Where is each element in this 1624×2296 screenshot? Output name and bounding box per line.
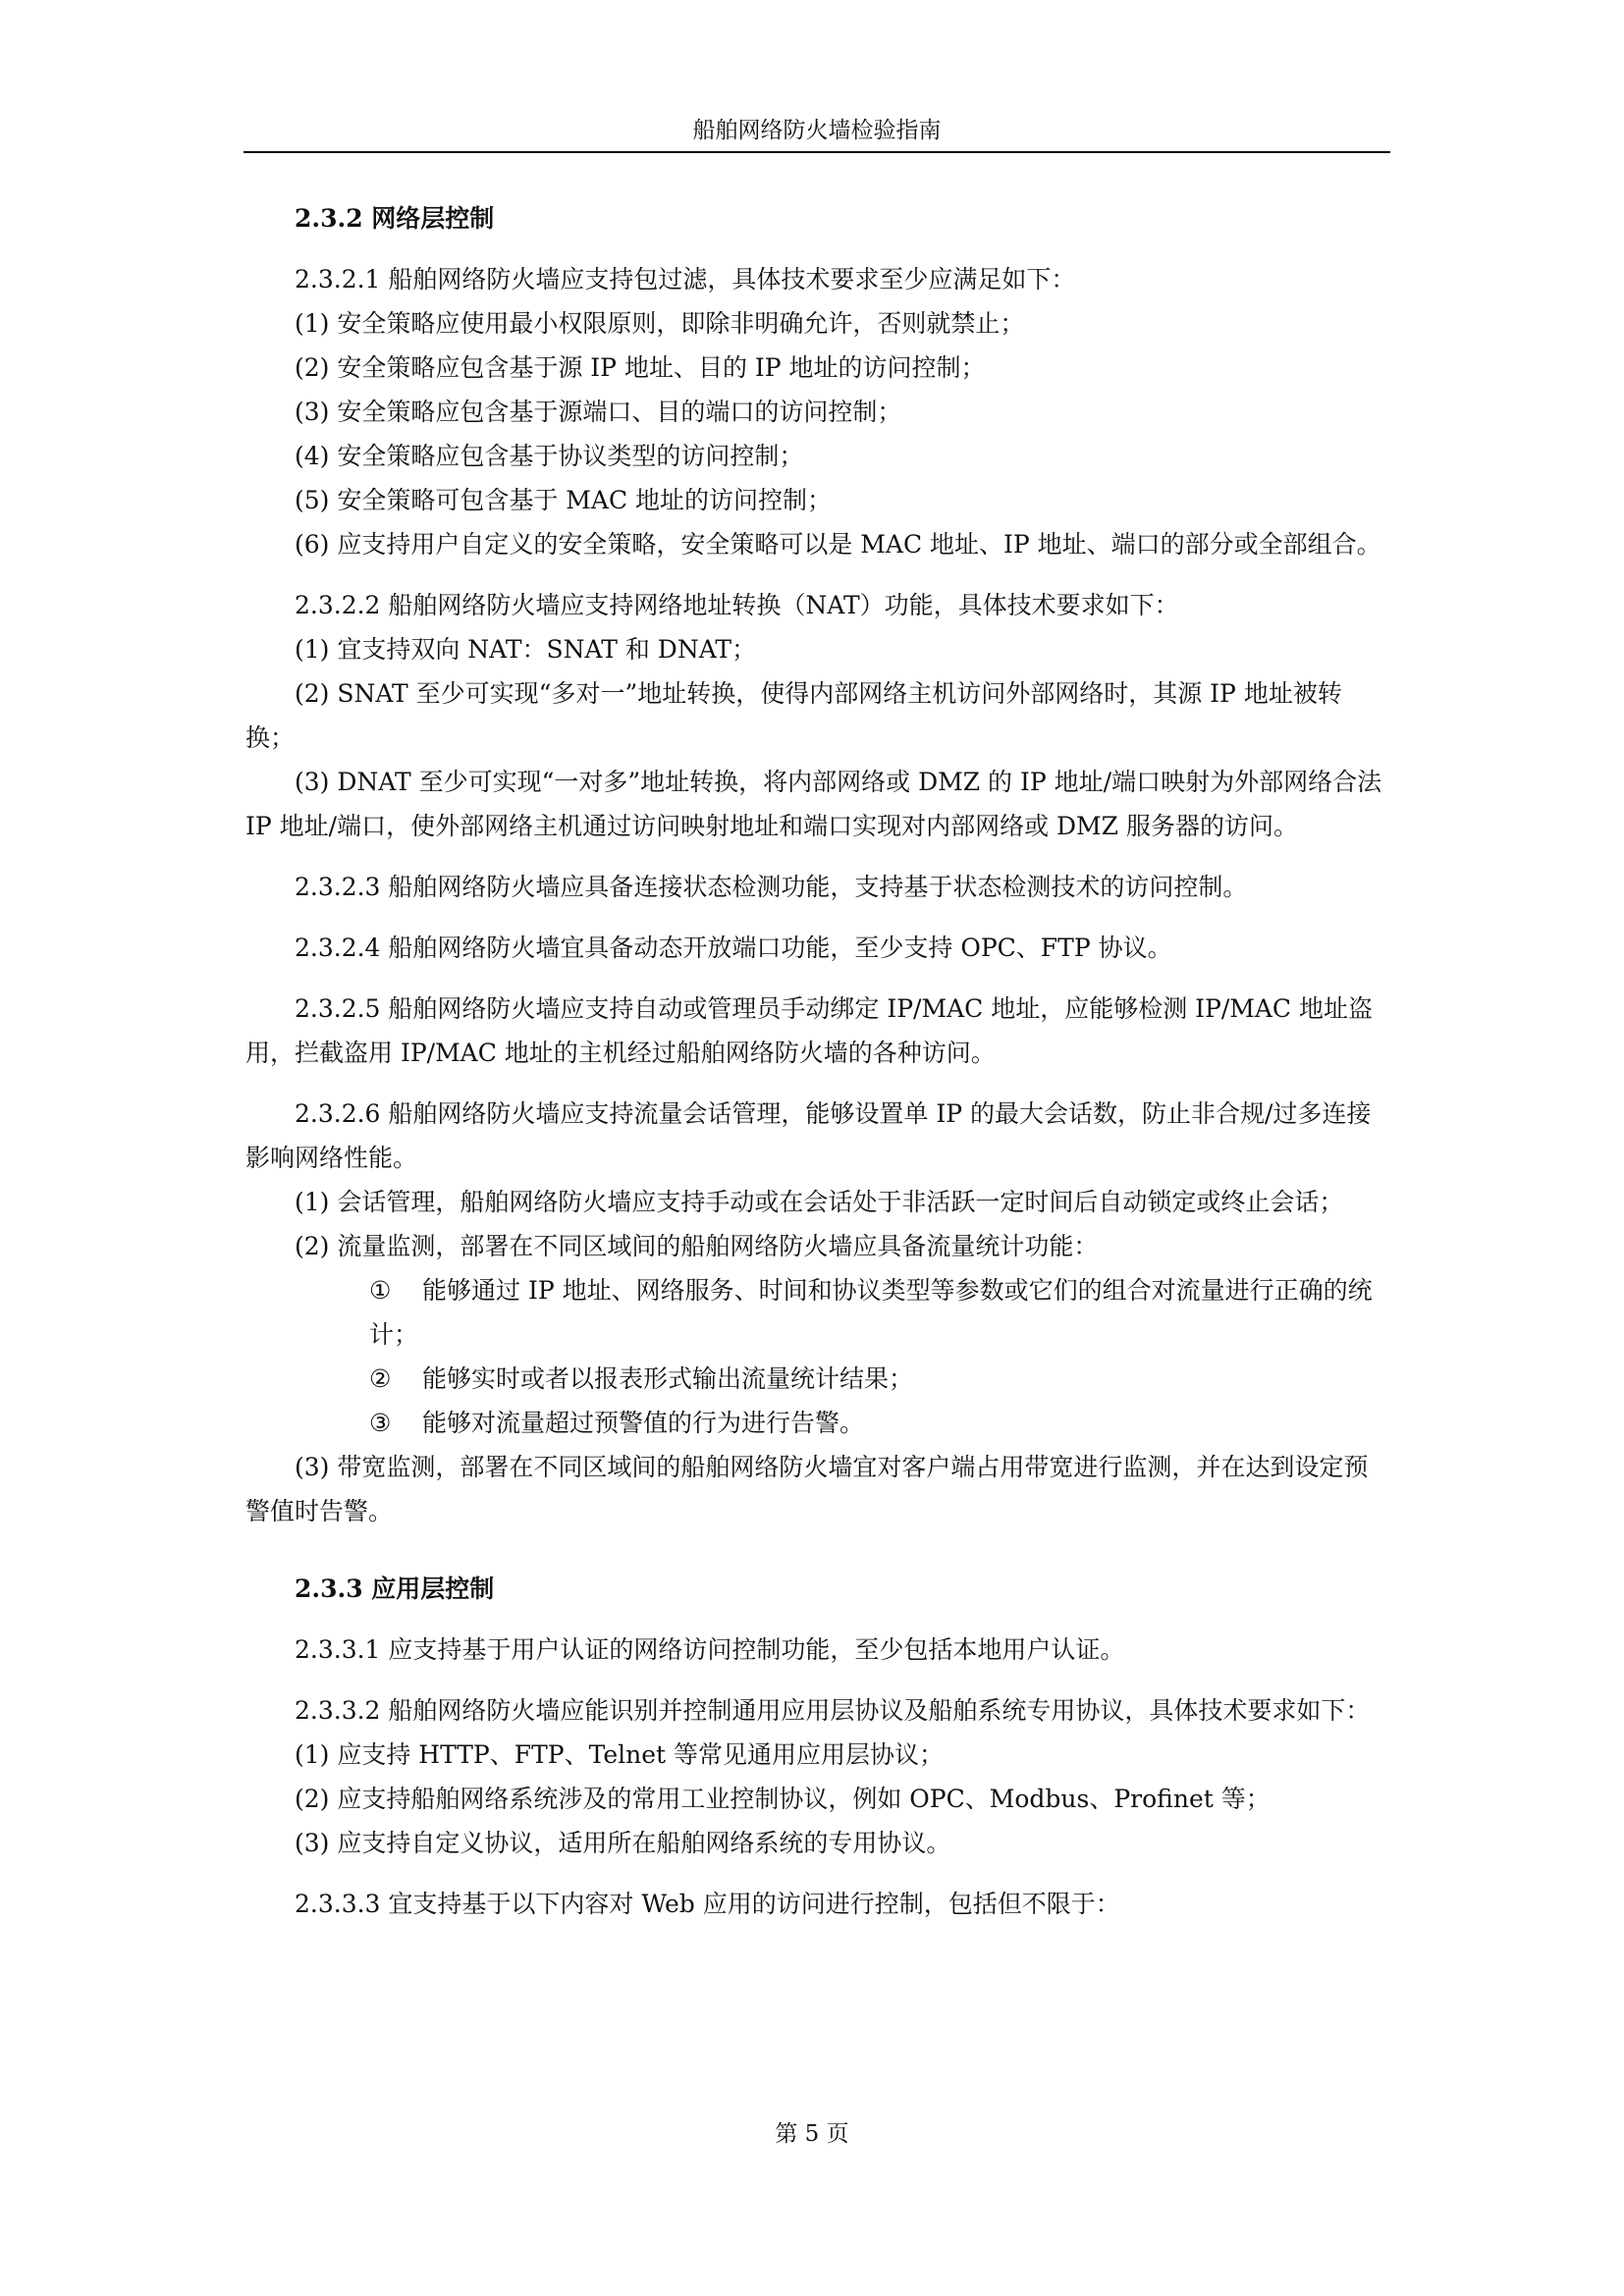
circled-number-1: ① xyxy=(369,1276,392,1305)
clause-2-3-2-4: 2.3.2.4 船舶网络防火墙宜具备动态开放端口功能，至少支持 OPC、FTP 协议。 xyxy=(295,934,1172,962)
clause-2-3-3-3: 2.3.3.3 宜支持基于以下内容对 Web 应用的访问进行控制，包括但不限于： xyxy=(295,1890,1120,1918)
list-item: (1) 宜支持双向 NAT：SNAT 和 DNAT； xyxy=(295,635,757,664)
list-item: (2) 应支持船舶网络系统涉及的常用工业控制协议，例如 OPC、Modbus、Profinet 等； xyxy=(295,1785,1271,1813)
clause-2-3-3-2: 2.3.3.2 船舶网络防火墙应能识别并控制通用应用层协议及船舶系统专用协议，具体技术要求如下： xyxy=(295,1696,1371,1725)
list-item: (2) 安全策略应包含基于源 IP 地址、目的 IP 地址的访问控制； xyxy=(295,353,986,382)
list-item: (2) 流量监测，部署在不同区域间的船舶网络防火墙应具备流量统计功能： xyxy=(295,1232,1099,1260)
section-heading-2-3-3: 2.3.3 应用层控制 xyxy=(295,1575,495,1603)
clause-2-3-2-1: 2.3.2.1 船舶网络防火墙应支持包过滤，具体技术要求至少应满足如下： xyxy=(295,265,1076,294)
header-rule xyxy=(244,151,1390,153)
clause-2-3-2-5: 2.3.2.5 船舶网络防火墙应支持自动或管理员手动绑定 IP/MAC 地址，应能够检测 IP/MAC 地址盗用，拦截盗用 IP/MAC 地址的主机经过船舶网络防火墙的各种访问。 xyxy=(245,994,1374,1067)
list-item: (4) 安全策略应包含基于协议类型的访问控制； xyxy=(295,442,804,470)
sub-list-item xyxy=(245,1357,1390,1401)
list-item: (3) 安全策略应包含基于源端口、目的端口的访问控制； xyxy=(295,398,902,426)
list-item: (1) 应支持 HTTP、FTP、Telnet 等常见通用应用层协议； xyxy=(295,1740,944,1769)
list-item: (3) 带宽监测，部署在不同区域间的船舶网络防火墙宜对客户端占用带宽进行监测，并在达到设定预警值时告警。 xyxy=(245,1453,1369,1525)
list-item: (3) 应支持自定义协议，适用所在船舶网络系统的专用协议。 xyxy=(295,1829,951,1857)
list-item: (5) 安全策略可包含基于 MAC 地址的访问控制； xyxy=(295,486,833,514)
clause-2-3-2-2: 2.3.2.2 船舶网络防火墙应支持网络地址转换（NAT）功能，具体技术要求如下： xyxy=(295,591,1179,619)
list-item: (1) 安全策略应使用最小权限原则，即除非明确允许，否则就禁止； xyxy=(295,309,1025,338)
sub-list-item xyxy=(245,1401,1390,1445)
sub-list-text: 能够对流量超过预警值的行为进行告警。 xyxy=(422,1409,865,1437)
running-header: 船舶网络防火墙检验指南 xyxy=(692,118,942,143)
list-item: (1) 会话管理，船舶网络防火墙应支持手动或在会话处于非活跃一定时间后自动锁定或终止会话； xyxy=(295,1188,1344,1216)
clause-2-3-2-6: 2.3.2.6 船舶网络防火墙应支持流量会话管理，能够设置单 IP 的最大会话数，防止非合规/过多连接影响网络性能。 xyxy=(245,1099,1372,1172)
sub-list-item xyxy=(245,1268,1390,1357)
section-heading-2-3-2: 2.3.2 网络层控制 xyxy=(295,204,495,233)
clause-2-3-3-1: 2.3.3.1 应支持基于用户认证的网络访问控制功能，至少包括本地用户认证。 xyxy=(295,1635,1125,1664)
clause-2-3-2-3: 2.3.2.3 船舶网络防火墙应具备连接状态检测功能，支持基于状态检测技术的访问控制。 xyxy=(295,873,1248,901)
sub-list-text: 能够通过 IP 地址、网络服务、时间和协议类型等参数或它们的组合对流量进行正确的统计； xyxy=(369,1276,1373,1349)
circled-number-3: ③ xyxy=(369,1409,392,1437)
circled-number-2: ② xyxy=(369,1364,392,1393)
list-item: (6) 应支持用户自定义的安全策略，安全策略可以是 MAC 地址、IP 地址、端口的部分或全部组合。 xyxy=(295,530,1381,559)
page-number: 第 5 页 xyxy=(775,2121,849,2147)
list-item: (3) DNAT 至少可实现“一对多”地址转换，将内部网络或 DMZ 的 IP 地址/端口映射为外部网络合法 IP 地址/端口，使外部网络主机通过访问映射地址和端口实现对内部网络或 DMZ 服务器的访问。 xyxy=(245,768,1382,840)
sub-list-text: 能够实时或者以报表形式输出流量统计结果； xyxy=(422,1364,914,1393)
list-item: (2) SNAT 至少可实现“多对一”地址转换，使得内部网络主机访问外部网络时，其源 IP 地址被转换； xyxy=(245,679,1342,752)
document-body xyxy=(245,196,1390,1926)
